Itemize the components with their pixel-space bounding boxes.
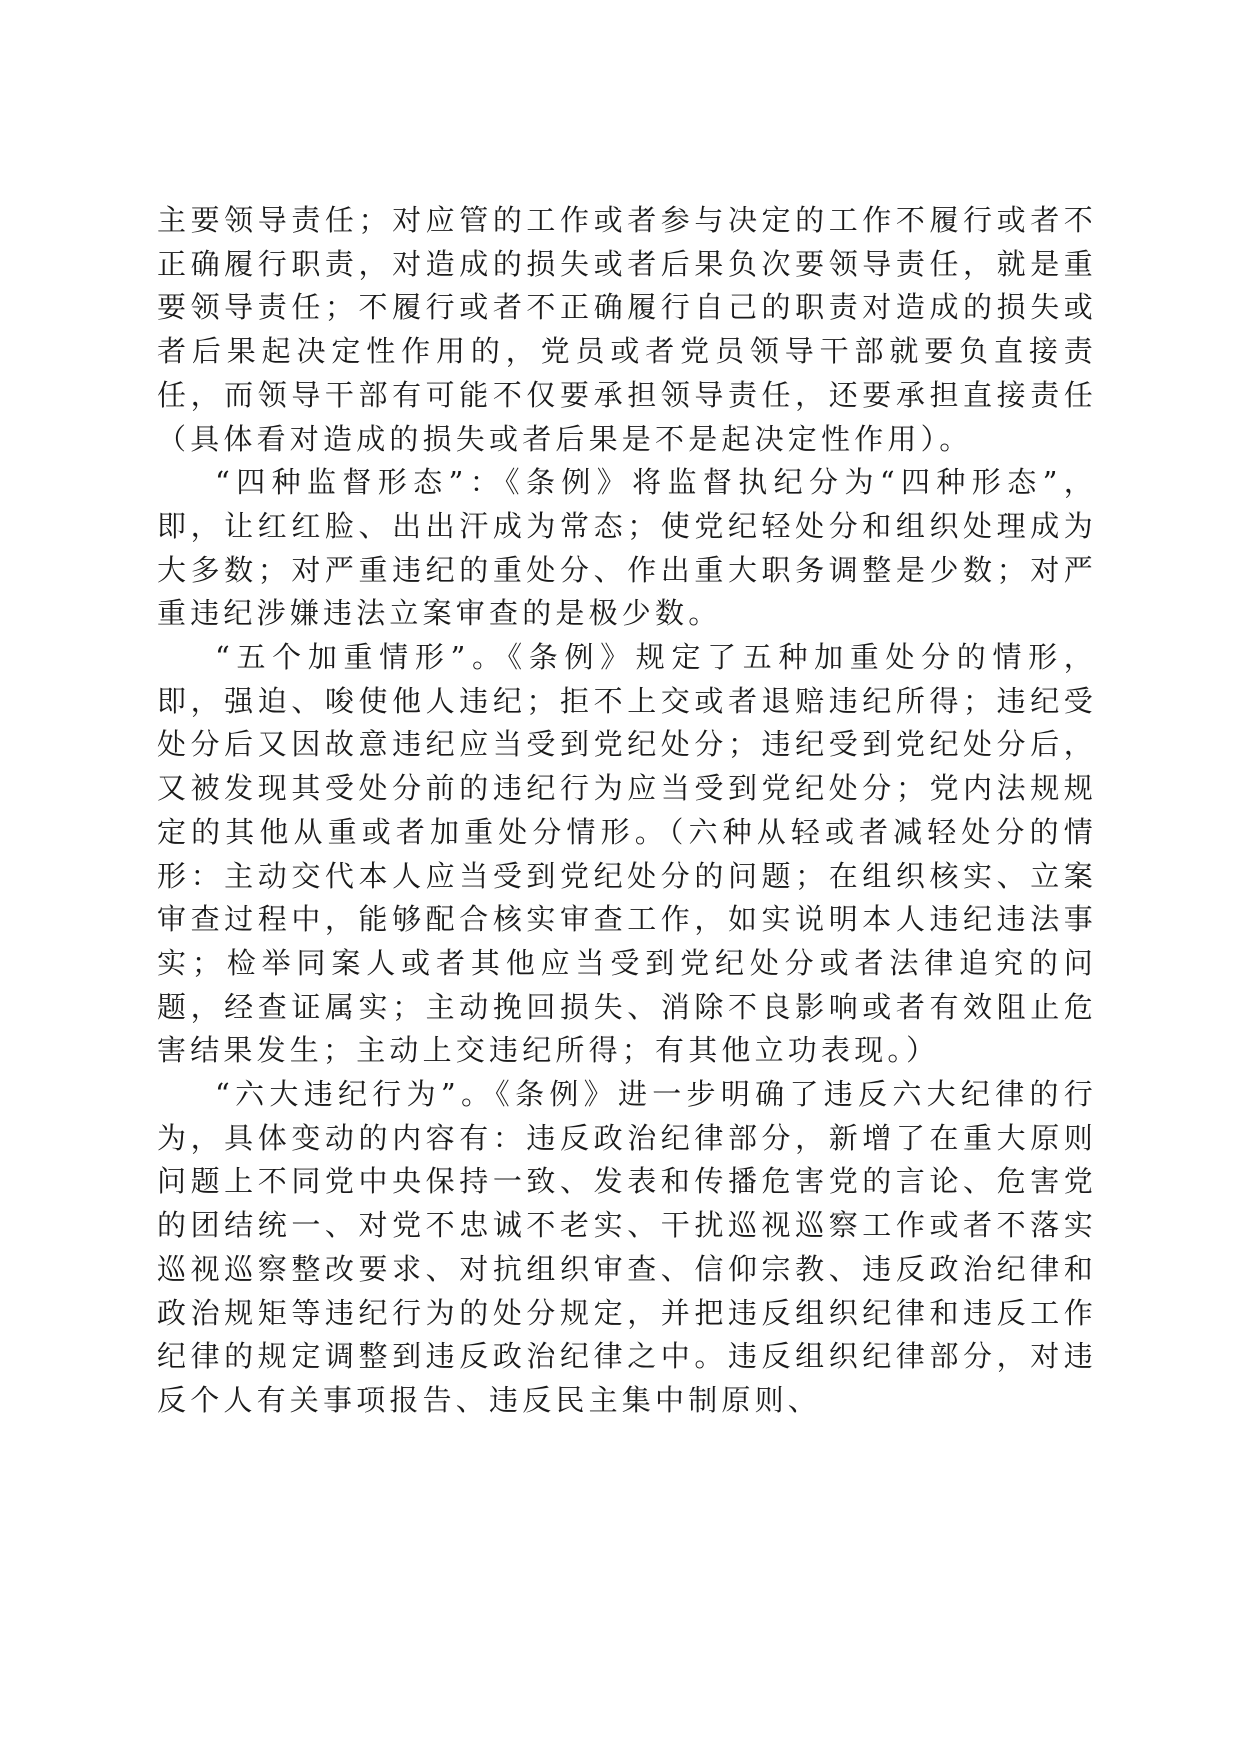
paragraph-responsibility: 主要领导责任；对应管的工作或者参与决定的工作不履行或者不正确履行职责，对造成的损失或者后果负次要领导责任，就是重要领导责任；不履行或者不正确履行自己的职责对造成的损失或者后果起决定性作用的，党员或者党员领导干部就要负直接责任，而领导干部有可能不仅要承担领导责任，还要承担直接责任（具体看对造成的损失或者后果是不是起决定性作用）。 [157, 203, 1097, 456]
paragraph-six-violations: “六大违纪行为”。《条例》进一步明确了违反六大纪律的行为，具体变动的内容有：违反政治纪律部分，新增了在重大原则问题上不同党中央保持一致、发表和传播危害党的言论、危害党的团结统一、对党不忠诚不老实、干扰巡视巡察工作或者不落实巡视巡察整改要求、对抗组织审查、信仰宗教、违反政治纪律和政治规矩等违纪行为的处分规定，并把违反组织纪律和违反工作纪律的规定调整到违反政治纪律之中。违反组织纪律部分，对违反个人有关事项报告、违反民主集中制原则、 [157, 1077, 1097, 1417]
document-body [157, 199, 1097, 1423]
paragraph-four-forms: “四种监督形态”：《条例》将监督执纪分为“四种形态”，即，让红红脸、出出汗成为常态；使党纪轻处分和组织处理成为大多数；对严重违纪的重处分、作出重大职务调整是少数；对严重违纪涉嫌违法立案审查的是极少数。 [157, 465, 1097, 631]
paragraph-aggravating-circumstances: “五个加重情形”。《条例》规定了五种加重处分的情形，即，强迫、唆使他人违纪；拒不上交或者退赔违纪所得；违纪受处分后又因故意违纪应当受到党纪处分；违纪受到党纪处分后，又被发现其受处分前的违纪行为应当受到党纪处分；党内法规规定的其他从重或者加重处分情形。（六种从轻或者减轻处分的情形：主动交代本人应当受到党纪处分的问题；在组织核实、立案审查过程中，能够配合核实审查工作，如实说明本人违纪违法事实；检举同案人或者其他应当受到党纪处分或者法律追究的问题，经查证属实；主动挽回损失、消除不良影响或者有效阻止危害结果发生；主动上交违纪所得；有其他立功表现。） [157, 640, 1097, 1068]
